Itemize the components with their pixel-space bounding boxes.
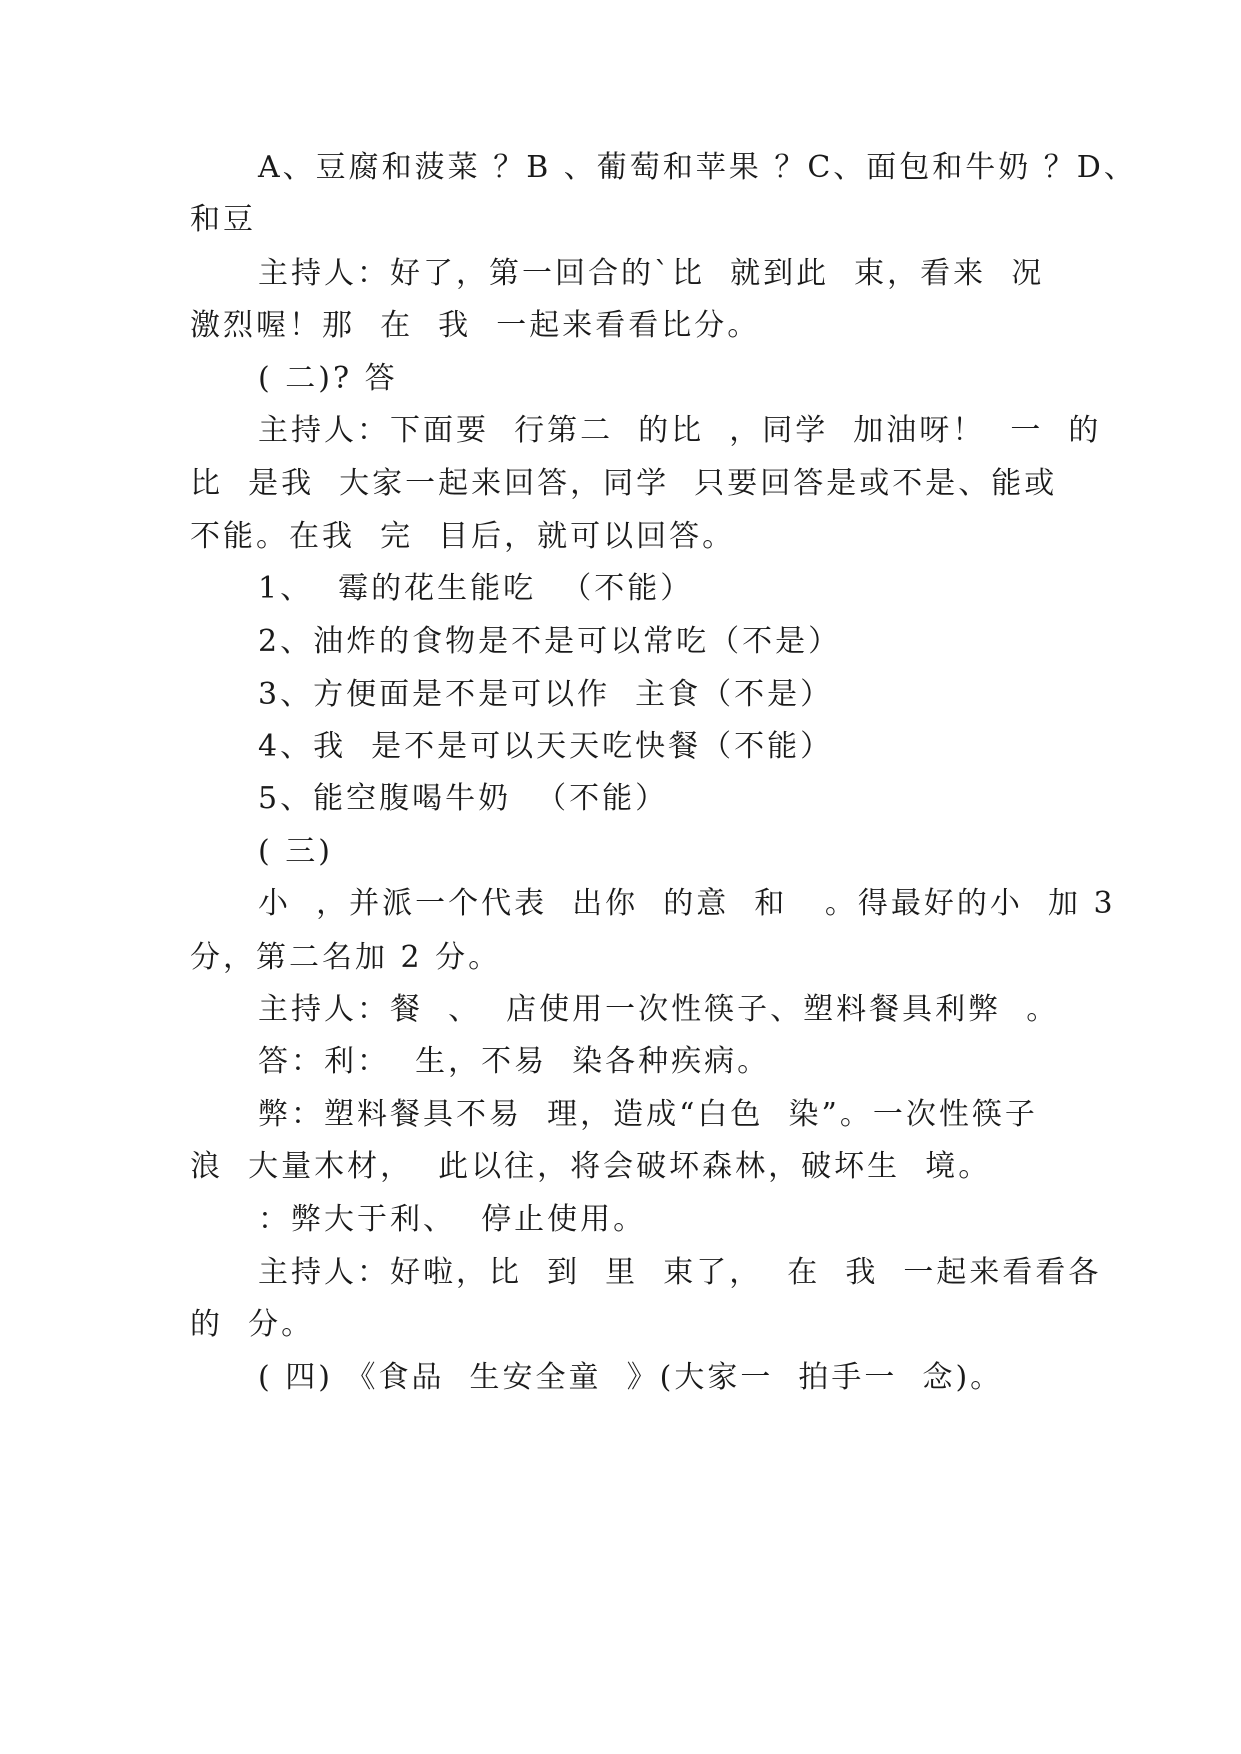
text-line: 激烈喔！那 在 我 一起来看看比分。 bbox=[190, 308, 761, 343]
text-line: ( 二)? 答 bbox=[258, 361, 398, 396]
text-line: 2、油炸的食物是不是可以常吃（不是） bbox=[258, 624, 842, 659]
text-line: 弊：塑料餐具不易 理，造成“白色 染”。一次性筷子 bbox=[258, 1097, 1038, 1132]
text-line: 浪 大量木材， 此以往，将会破坏森林，破坏生 境。 bbox=[190, 1149, 992, 1184]
text-line: 主持人：好啦，比 到 里 束了， 在 我 一起来看看各 bbox=[258, 1255, 1102, 1290]
text-line: 比 是我 大家一起来回答，同学 只要回答是或不是、能或 bbox=[190, 466, 1058, 501]
text-line: 和豆 bbox=[190, 202, 256, 237]
text-line: 主持人：好了，第一回合的`比 就到此 束，看来 况 bbox=[258, 256, 1045, 291]
text-line: 4、我 是不是可以天天吃快餐（不能） bbox=[258, 729, 834, 764]
text-line: ( 四) 《食品 生安全童 》(大家一 拍手一 念)。 bbox=[258, 1360, 1004, 1395]
text-line: 答：利： 生，不易 染各种疾病。 bbox=[258, 1044, 771, 1079]
text-line: 分，第二名加 2 分。 bbox=[190, 940, 502, 975]
text-line: 小 ，并派一个代表 出你 的意 和 。得最好的小 加 3 bbox=[258, 886, 1116, 921]
text-line: A、豆腐和菠菜 ？B 、葡萄和苹果 ？C、面包和牛奶 ？D、 bbox=[258, 150, 1137, 185]
text-line: 5、能空腹喝牛奶 （不能） bbox=[258, 781, 669, 816]
text-line: 1、 霉的花生能吃 （不能） bbox=[258, 571, 694, 606]
text-line: 3、方便面是不是可以作 主食（不是） bbox=[258, 677, 834, 712]
text-line: ：弊大于利、 停止使用。 bbox=[258, 1202, 647, 1237]
text-line: 主持人：下面要 行第二 的比 ，同学 加油呀！ 一 的 bbox=[258, 413, 1102, 448]
text-line: 不能。在我 完 目后，就可以回答。 bbox=[190, 519, 736, 554]
text-line: 主持人：餐 、 店使用一次性筷子、塑料餐具利弊 。 bbox=[258, 992, 1060, 1027]
text-line: ( 三) bbox=[258, 834, 333, 869]
text-line: 的 分。 bbox=[190, 1307, 315, 1342]
